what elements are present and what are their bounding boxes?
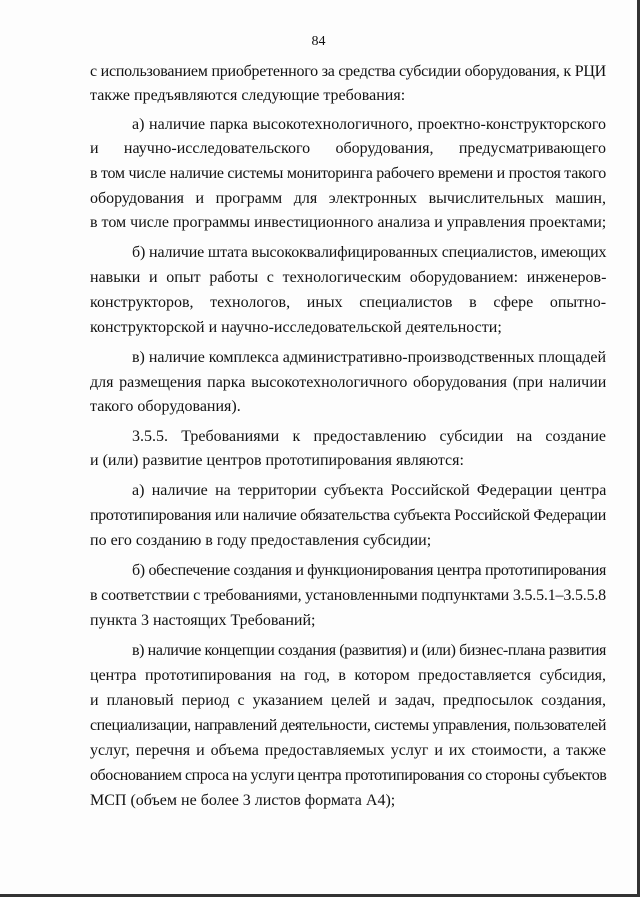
text-line: такого оборудования). [90, 398, 241, 415]
section-heading-line: 3.5.5. Требованиями к предоставлению субсидии на создание [132, 428, 606, 445]
text-line: и (или) развитие центров прототипирования являются: [90, 452, 464, 469]
text-line: навыки и опыт работы с технологическим оборудованием: инженеров- [90, 269, 607, 286]
text-line: в) наличие концепции создания (развития) и (или) бизнес-плана развития [132, 642, 606, 659]
text-line: и плановый период с указанием целей и задач, предпосылок создания, [90, 692, 607, 709]
text-line: б) обеспечение создания и функционирования центра прототипирования [132, 562, 606, 579]
text-line: также предъявляются следующие требования: [90, 87, 406, 104]
text-line: и научно-исследовательского оборудования, предусматривающего [90, 140, 606, 157]
text-line: МСП (объем не более 3 листов формата А4); [90, 792, 396, 809]
text-line: б) наличие штата высококвалифицированных специалистов, имеющих [132, 244, 607, 261]
text-line: а) наличие парка высокотехнологичного, проектно-конструкторского [132, 116, 606, 133]
text-line: пункта 3 настоящих Требований; [90, 612, 316, 629]
text-line: конструкторской и научно-исследовательской деятельности; [90, 319, 502, 336]
text-line: оборудования и программ для электронных вычислительных машин, [90, 190, 606, 207]
text-line: центра прототипирования на год, в котором предоставляется субсидия, [90, 667, 606, 684]
text-line: специализации, направлений деятельности, системы управления, пользователей [90, 717, 606, 734]
text-line: конструкторов, технологов, иных специалистов в сфере опытно- [90, 294, 607, 311]
text-line: с использованием приобретенного за средства субсидии оборудования, к РЦИ [90, 63, 606, 80]
text-line: для размещения парка высокотехнологичного оборудования (при наличии [90, 374, 607, 391]
text-line: в) наличие комплекса административно-производственных площадей [132, 349, 607, 366]
text-line: обоснованием спроса на услуги центра прототипирования со стороны субъектов [90, 767, 607, 784]
text-line: а) наличие на территории субъекта Российской Федерации центра [132, 482, 607, 499]
text-line: по его созданию в году предоставления субсидии; [90, 532, 432, 549]
page-number: 84 [311, 34, 326, 49]
text-line: в соответствии с требованиями, установленными подпунктами 3.5.5.1–3.5.5.8 [90, 587, 606, 604]
text-line: в том числе программы инвестиционного анализа и управления проектами; [90, 214, 607, 231]
text-line: в том числе наличие системы мониторинга рабочего времени и простоя такого [90, 165, 606, 182]
text-line: услуг, перечня и объема предоставляемых услуг и их стоимости, а также [90, 742, 606, 759]
text-line: прототипирования или наличие обязательства субъекта Российской Федерации [90, 507, 606, 524]
